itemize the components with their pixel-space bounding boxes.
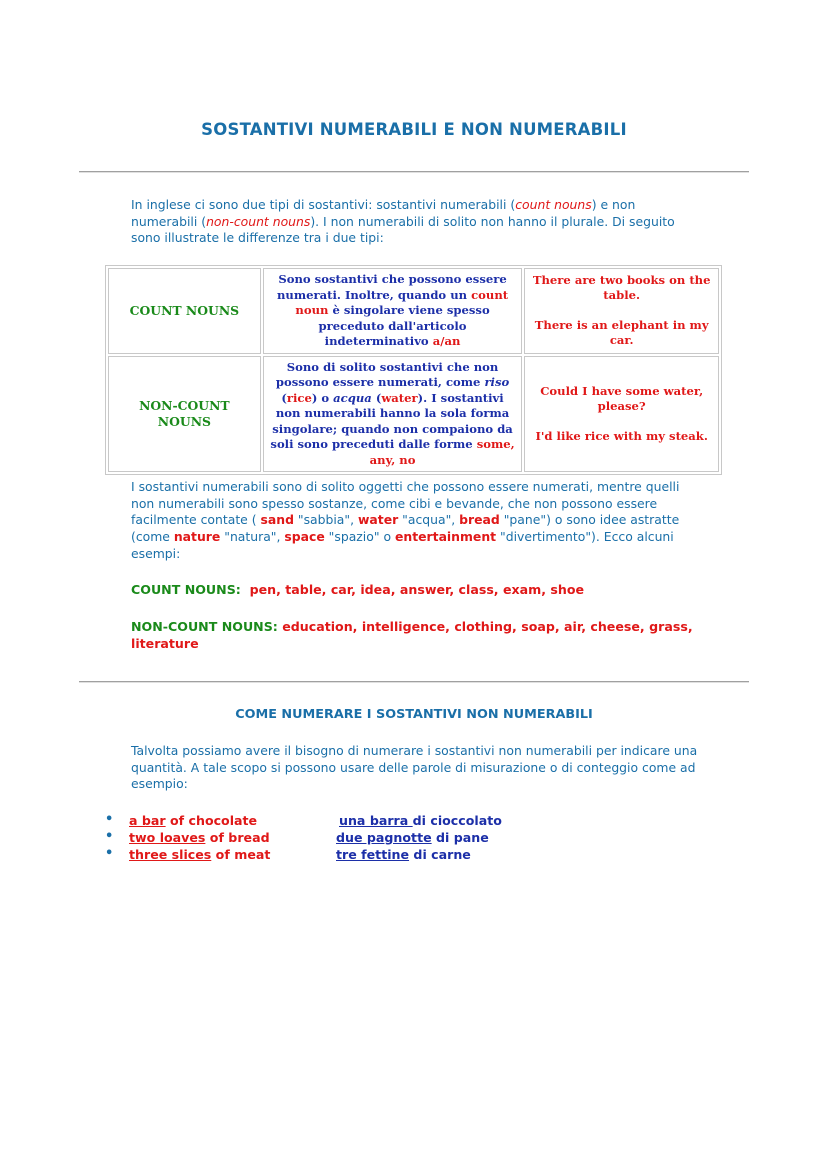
explanation-paragraph: I sostantivi numerabili sono di solito oggetti che possono essere numerati, mentre quelli non numerabili sono spesso sostanze, come cibi e bevande, che non possono essere facilmente contate ( sand "sabbia", water "acqua", bread "pane") o sono idee astratte (come nature "natura", space "spazio" o entertainment "divertimento"). Ecco alcuni esempi: [131, 479, 680, 561]
measure-paragraph: Talvolta possiamo avere il bisogno di numerare i sostantivi non numerabili per indicare una quantità. A tale scopo si possono usare delle parole di misurazione o di conteggio come ad esempio: [131, 743, 698, 792]
example-italian: due pagnotte di pane [336, 830, 489, 845]
count-nouns-examples: There are two books on the table. There is an elephant in my car. [524, 268, 719, 354]
count-nouns-list: COUNT NOUNS: pen, table, car, idea, answer, class, exam, shoe [131, 582, 585, 597]
example-english: two loaves of bread [129, 830, 270, 845]
example-italian: tre fettine di carne [336, 847, 471, 862]
example-english: a bar of chocolate [129, 813, 258, 828]
section-subtitle: COME NUMERARE I SOSTANTIVI NON NUMERABILI [235, 707, 593, 722]
bullet: • [105, 812, 114, 827]
count-nouns-description: Sono sostantivi che possono essere numerati. Inoltre, quando un count noun è singolare viene spesso preceduto dall'articolo indeterminativo a/an [263, 268, 523, 354]
non-count-nouns-examples: Could I have some water, please? I'd like rice with my steak. [524, 356, 719, 473]
table-row [108, 356, 719, 473]
non-count-nouns-label: NON-COUNT NOUNS [108, 356, 261, 473]
count-nouns-label: COUNT NOUNS [108, 268, 261, 354]
example-english: three slices of meat [129, 847, 271, 862]
bullet: • [105, 846, 114, 861]
non-count-nouns-description: Sono di solito sostantivi che non possono essere numerati, come riso (rice) o acqua (water). I sostantivi non numerabili hanno la sola forma singolare; quando non compaiono da soli sono preceduti dalle forme some, any, no [263, 356, 523, 473]
example-italian: una barra di cioccolato [339, 813, 502, 828]
bullet: • [105, 829, 114, 844]
non-count-nouns-list: NON-COUNT NOUNS: education, intelligence, clothing, soap, air, cheese, grass, literature [131, 619, 693, 651]
table-row [108, 268, 719, 354]
nouns-table [105, 265, 722, 475]
intro-paragraph: In inglese ci sono due tipi di sostantivi: sostantivi numerabili (count nouns) e non numerabili (non-count nouns). I non numerabili di solito non hanno il plurale. Di seguito sono illustrate le differenze tra i due tipi: [131, 197, 675, 246]
divider [79, 171, 749, 173]
page-title: SOSTANTIVI NUMERABILI E NON NUMERABILI [201, 120, 627, 139]
divider [79, 681, 749, 683]
